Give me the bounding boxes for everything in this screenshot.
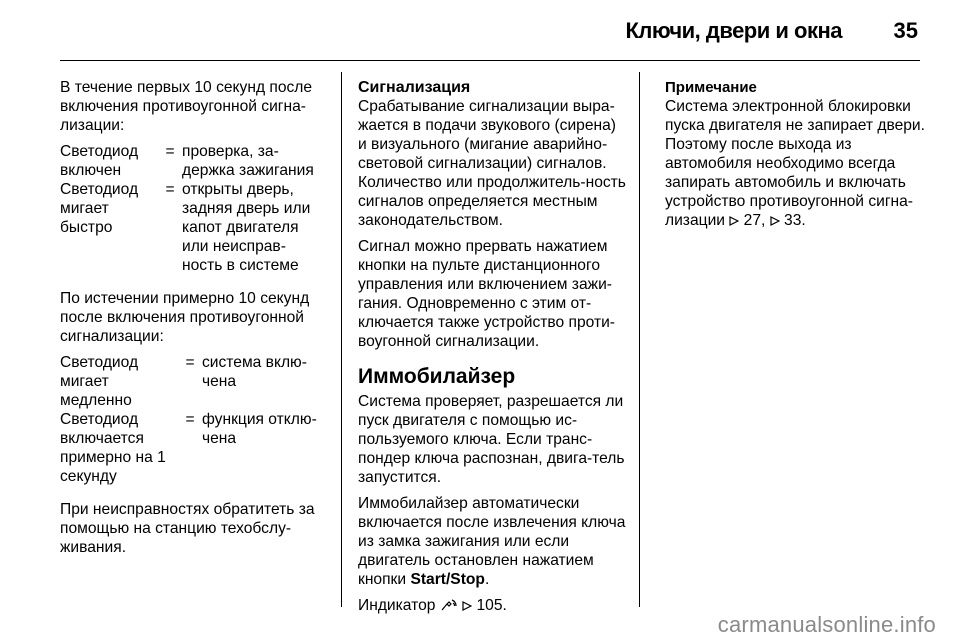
period: .	[484, 571, 490, 588]
led-row	[60, 180, 322, 275]
note-text: Система электронной блокировки пуска двигателя не запирает двери. Поэтому после выхода из автомобиля необходимо всегда запирать автомобиль и включать устройство противоугонной сигна-лизации	[665, 98, 925, 229]
led-state: Светодиод включен	[60, 143, 139, 179]
after-10s-paragraph: По истечении примерно 10 секунд после включения противоугонной сигнализации:	[60, 290, 310, 345]
led-table-second	[60, 353, 322, 486]
note-page-ref-1[interactable]: 27,	[743, 212, 766, 229]
indicator-label: Индикатор	[358, 597, 436, 614]
immobilizer-paragraph-1: Система проверяет, разрешается ли пуск двигателя с помощью ис-пользуемого ключа. Если транс-пондер ключа распознан, двига-тель запустится.	[358, 393, 625, 486]
alarm-heading: Сигнализация	[358, 79, 471, 96]
led-state: Светодиод мигает медленно	[60, 354, 139, 409]
column-divider-1	[341, 72, 342, 607]
led-row	[60, 410, 322, 486]
intro-paragraph: В течение первых 10 секунд после включения противоугонной сигна-лизации:	[60, 79, 313, 134]
indicator-line	[358, 596, 626, 615]
service-paragraph: При неисправностях обратитеть за помощью на станцию техобслу-живания.	[60, 501, 315, 556]
equals-sign: =	[165, 181, 175, 198]
column-right	[665, 78, 927, 237]
immobilizer-key-icon	[440, 598, 458, 612]
led-state: Светодиод включается примерно на 1 секунду	[60, 411, 166, 485]
header-rule	[60, 60, 920, 61]
page-header	[0, 0, 960, 62]
immobilizer-text: Иммобилайзер автоматически включается после извлечения ключа из замка зажигания или если двигатель остановлен нажатием кнопки	[358, 495, 626, 588]
note-page-ref-2[interactable]: 33.	[784, 212, 806, 229]
column-divider-2	[639, 72, 640, 607]
watermark: carmanualsonline.info	[717, 612, 936, 637]
indicator-page-ref[interactable]: 105.	[476, 597, 507, 614]
note-paragraph	[665, 97, 927, 230]
start-stop-label: Start/Stop	[410, 571, 485, 588]
led-table-first	[60, 142, 322, 275]
column-middle	[358, 78, 626, 622]
alarm-paragraph-1: Срабатывание сигнализации выра-жается в подачи звукового (сирена) и визуального (мигание аварийно-световой сигнализации) сигналов. Количество или продолжитель-ность сигналов определяется местным законодательством.	[358, 98, 626, 229]
equals-sign: =	[165, 143, 175, 160]
led-state: Светодиод мигает быстро	[60, 181, 139, 236]
note-heading: Примечание	[665, 79, 757, 96]
led-row	[60, 142, 322, 180]
immobilizer-heading: Иммобилайзер	[358, 365, 516, 388]
column-left	[60, 78, 322, 564]
immobilizer-paragraph-2	[358, 494, 626, 589]
led-row	[60, 353, 322, 410]
alarm-paragraph-2: Сигнал можно прервать нажатием кнопки на пульте дистанционного управления или включением зажи-гания. Одновременно с этим от-ключается также устройство проти-воугонной сигнализации.	[358, 238, 615, 350]
reference-arrow-icon	[462, 601, 472, 611]
reference-arrow-icon	[729, 216, 739, 226]
led-meaning: проверка, за-держка зажигания	[182, 143, 314, 179]
reference-arrow-icon	[770, 216, 780, 226]
led-meaning: система вклю-чена	[202, 354, 307, 390]
page-title: Ключи, двери и окна	[625, 18, 842, 43]
equals-sign: =	[185, 354, 195, 371]
equals-sign: =	[185, 411, 195, 428]
page-number: 35	[893, 18, 918, 43]
led-meaning: открыты дверь, задняя дверь или капот двигателя или неисправ-ность в системе	[182, 181, 311, 274]
led-meaning: функция отклю-чена	[202, 411, 317, 447]
